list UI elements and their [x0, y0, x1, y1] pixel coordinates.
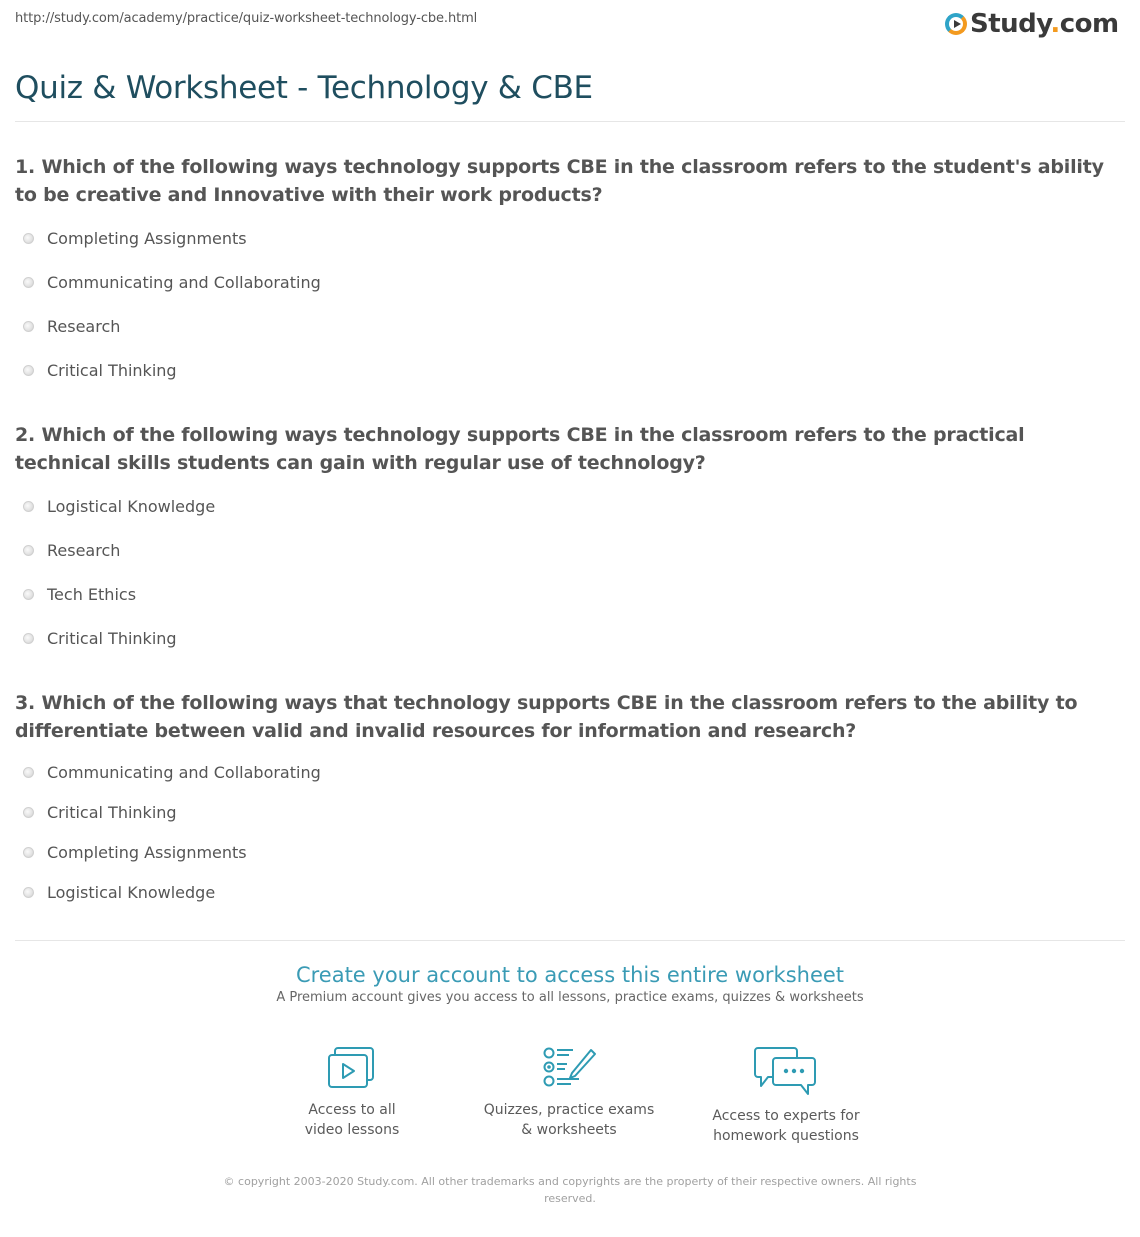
question-3-options [15, 762, 1125, 902]
feature-video-lessons: Access to all video lessons [242, 1046, 462, 1140]
radio-button[interactable] [23, 633, 34, 644]
option[interactable]: Research [15, 540, 1125, 560]
video-lessons-icon [326, 1046, 378, 1090]
option[interactable]: Critical Thinking [15, 802, 1125, 822]
question-text: 3. Which of the following ways that technology supports CBE in the classroom refers to the ability to differentiate between valid and invalid resources for information and research? [15, 692, 1078, 742]
question-2-options [15, 496, 1125, 648]
option[interactable]: Tech Ethics [15, 584, 1125, 604]
option[interactable]: Critical Thinking [15, 360, 1125, 380]
radio-button[interactable] [23, 321, 34, 332]
feature-experts: Access to experts for homework questions [676, 1046, 896, 1146]
cta-title-link[interactable]: Create your account to access this entire worksheet [295, 963, 845, 987]
divider [15, 940, 1125, 941]
option[interactable]: Completing Assignments [15, 228, 1125, 248]
radio-button[interactable] [23, 589, 34, 600]
chat-bubbles-icon [754, 1046, 818, 1096]
option[interactable]: Logistical Knowledge [15, 882, 1125, 902]
radio-button[interactable] [23, 545, 34, 556]
question-2 [15, 421, 1125, 477]
page-title: Quiz & Worksheet - Technology & CBE [15, 70, 593, 106]
radio-button[interactable] [23, 365, 34, 376]
radio-button[interactable] [23, 807, 34, 818]
signup-cta [0, 963, 1140, 1005]
cta-subtitle: A Premium account gives you access to all lessons, practice exams, quizzes & worksheets [276, 990, 864, 1005]
option[interactable]: Communicating and Collaborating [15, 762, 1125, 782]
radio-button[interactable] [23, 277, 34, 288]
question-text: 1. Which of the following ways technology supports CBE in the classroom refers to the student's ability to be creative and Innovative with their work products? [15, 156, 1104, 206]
option[interactable]: Completing Assignments [15, 842, 1125, 862]
radio-button[interactable] [23, 847, 34, 858]
radio-button[interactable] [23, 767, 34, 778]
question-1 [15, 153, 1125, 209]
radio-button[interactable] [23, 233, 34, 244]
copyright-footer: © copyright 2003-2020 Study.com. All other trademarks and copyrights are the property of their respective owners. All rights reserved. [223, 1175, 917, 1205]
question-text: 2. Which of the following ways technology supports CBE in the classroom refers to the practical technical skills students can gain with regular use of technology? [15, 424, 1025, 474]
logo-text: Study.com [970, 9, 1119, 39]
quiz-checklist-icon [541, 1046, 597, 1090]
option[interactable]: Communicating and Collaborating [15, 272, 1125, 292]
question-1-options [15, 228, 1125, 380]
page-url: http://study.com/academy/practice/quiz-worksheet-technology-cbe.html [15, 11, 478, 26]
radio-button[interactable] [23, 501, 34, 512]
option[interactable]: Critical Thinking [15, 628, 1125, 648]
question-3 [15, 689, 1125, 745]
study-logo[interactable] [945, 9, 1119, 39]
option[interactable]: Research [15, 316, 1125, 336]
play-logo-icon [945, 13, 967, 35]
divider [15, 121, 1125, 122]
radio-button[interactable] [23, 887, 34, 898]
feature-quizzes: Quizzes, practice exams & worksheets [459, 1046, 679, 1140]
option[interactable]: Logistical Knowledge [15, 496, 1125, 516]
